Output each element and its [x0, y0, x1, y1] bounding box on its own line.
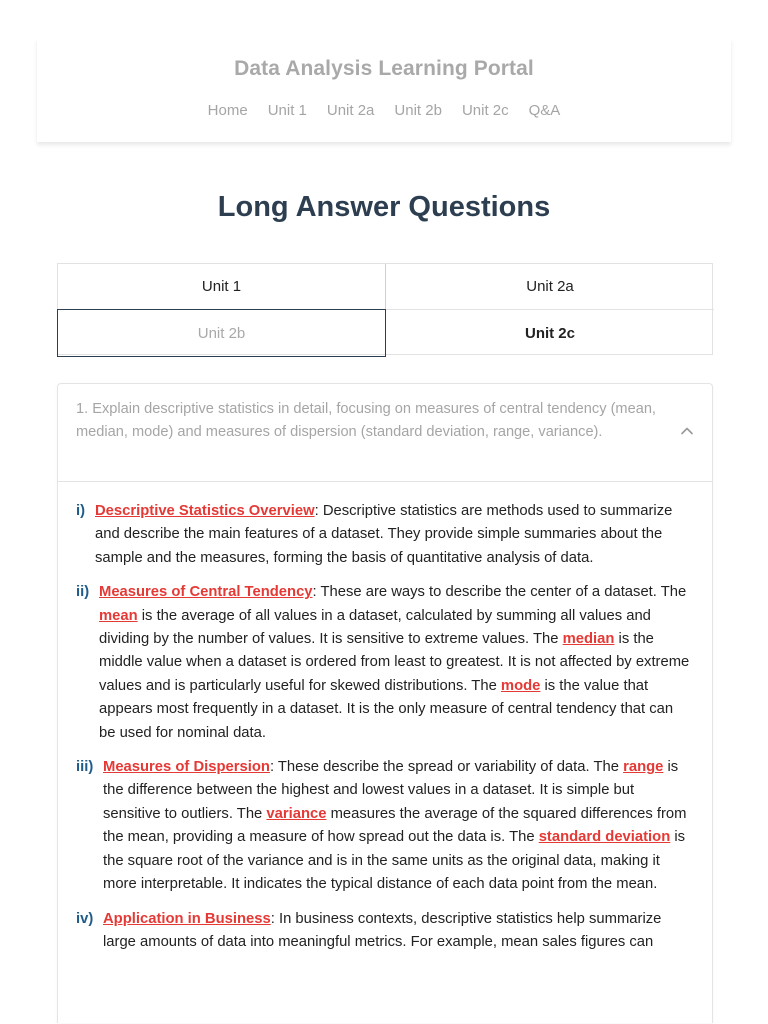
answer-list [58, 500, 712, 965]
question-header[interactable] [58, 384, 712, 482]
keyword-link[interactable]: variance [266, 805, 327, 822]
answer-text: : In business contexts, descriptive statistics help summarize large amounts of data into meaningful metrics. For example, mean sales figures can [103, 910, 662, 950]
answer-text: : These are ways to describe the center of a dataset. The [312, 584, 687, 601]
answer-body [99, 581, 692, 745]
answer-item [58, 908, 712, 955]
main-nav [37, 102, 731, 119]
unit-tabs [57, 263, 713, 355]
answer-numeral: iii) [76, 759, 94, 776]
answer-title-link[interactable]: Application in Business [103, 910, 271, 927]
question-text: 1. Explain descriptive statistics in detail, focusing on measures of central tendency (mean, median, mode) and measures of dispersion (standard deviation, range, variance). [76, 401, 656, 441]
answer-body [103, 756, 692, 896]
keyword-link[interactable]: mode [500, 677, 541, 694]
answer-text: is the value that appears most frequently in a dataset. It is the only measure of central tendency that can be used for nominal data. [99, 677, 674, 741]
answer-text: : These describe the spread or variability of data. The [269, 759, 624, 776]
answer-text: is the difference between the highest and lowest values in a dataset. It is simple but sensitive to outliers. The [103, 759, 679, 822]
nav-unit-2a[interactable]: Unit 2a [326, 102, 375, 119]
keyword-link[interactable]: standard deviation [538, 829, 671, 846]
nav-unit-1[interactable]: Unit 1 [267, 102, 307, 119]
keyword-link[interactable]: mean [99, 607, 138, 624]
answer-body [95, 500, 692, 570]
answer-numeral: ii) [76, 584, 90, 601]
answer-text: : Descriptive statistics are methods used to summarize and describe the main features of a dataset. They provide simple summaries about the sample and the measures, forming the basis of quantitative analysis of data. [95, 503, 673, 566]
nav-unit-2b[interactable]: Unit 2b [394, 102, 442, 119]
answer-body [103, 908, 692, 955]
tab-unit-2b[interactable]: Unit 2b [57, 309, 386, 357]
answer-text: measures the average of the squared differences from the mean, providing a measure of how spread out the data is. The [103, 805, 687, 846]
nav-qa[interactable]: Q&A [528, 102, 561, 119]
page-title: Long Answer Questions [217, 191, 551, 223]
answer-item [58, 756, 712, 896]
site-header [37, 38, 731, 142]
answer-numeral: iv) [76, 910, 94, 927]
chevron-up-icon[interactable] [680, 424, 694, 438]
answer-title-link[interactable]: Measures of Central Tendency [99, 584, 313, 601]
answer-text: is the square root of the variance and is in the same units as the original data, making it more interpretable. It indicates the typical distance of each data point from the mean. [103, 829, 686, 893]
question-accordion [57, 383, 713, 1023]
answer-item [58, 500, 712, 570]
answer-title-link[interactable]: Descriptive Statistics Overview [95, 503, 315, 519]
keyword-link[interactable]: median [562, 631, 615, 648]
answer-numeral: i) [76, 503, 86, 519]
answer-title-link[interactable]: Measures of Dispersion [103, 759, 270, 776]
tab-unit-2a[interactable]: Unit 2a [386, 264, 714, 310]
answer-text: is the average of all values in a dataset, calculated by summing all values and dividing by the number of values. It is sensitive to extreme values. The [99, 607, 651, 648]
answer-text: is the middle value when a dataset is ordered from least to greatest. It is not affected by extreme values and is particularly useful for skewed distributions. The [99, 631, 690, 694]
answer-item [58, 581, 712, 745]
tab-unit-1[interactable]: Unit 1 [58, 264, 386, 310]
tab-unit-2c[interactable]: Unit 2c [524, 324, 575, 342]
site-title: Data Analysis Learning Portal [234, 57, 534, 80]
keyword-link[interactable]: range [623, 759, 664, 776]
nav-unit-2c[interactable]: Unit 2c [461, 102, 509, 119]
nav-home[interactable]: Home [207, 102, 248, 119]
